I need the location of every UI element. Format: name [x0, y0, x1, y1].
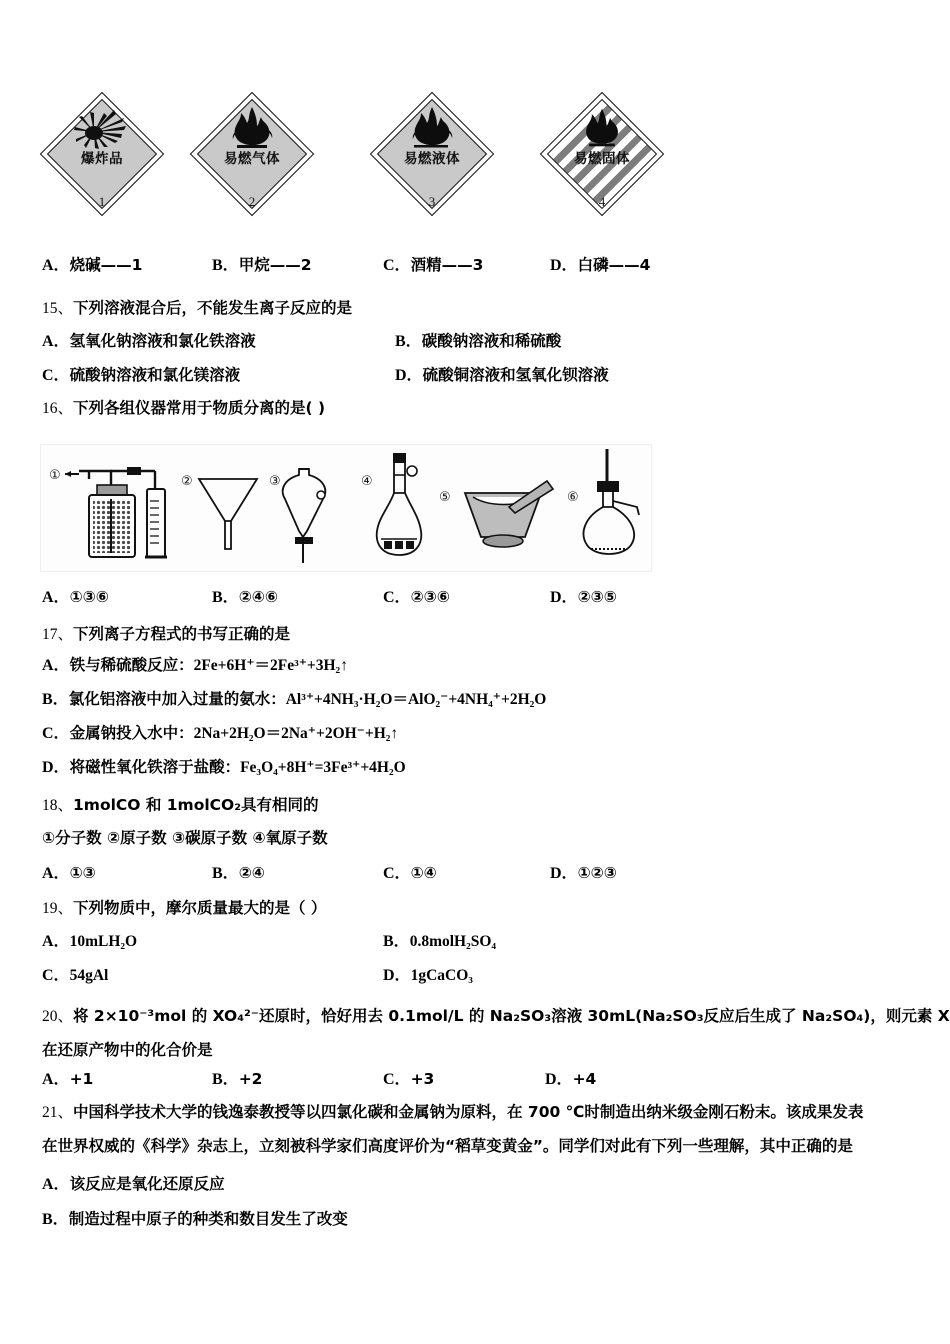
- apparatus-number-1: ①: [49, 468, 61, 483]
- hazard-label-4: [540, 92, 664, 216]
- q16-option-b[interactable]: [212, 590, 278, 606]
- q17-option-c[interactable]: [42, 726, 398, 742]
- q14-option-d[interactable]: [550, 258, 650, 274]
- question-20-number: 20、: [42, 1008, 74, 1025]
- q15-option-a-label: A．: [42, 333, 70, 350]
- q18-option-d-text: ①②③: [577, 864, 617, 882]
- q19-option-d-label: D．: [383, 967, 411, 984]
- hazard-label-number: 4: [598, 194, 606, 209]
- question-17-stem: [42, 626, 290, 643]
- question-19-stem: [42, 900, 326, 917]
- hazard-label-3: [370, 92, 494, 216]
- q17-option-b-label: B．: [42, 691, 69, 708]
- question-21-stem-text-1: 中国科学技术大学的钱逸泰教授等以四氯化碳和金属钠为原料，在 700 ℃时制造出纳米级金刚石粉末。该成果发表: [73, 1103, 864, 1121]
- q19-option-b[interactable]: [383, 934, 496, 950]
- q14-option-a-label: A．: [42, 257, 70, 274]
- q15-option-b-label: B．: [395, 333, 422, 350]
- question-17-stem-text: 下列离子方程式的书写正确的是: [73, 625, 291, 643]
- q18-choice-list: ①分子数 ②原子数 ③碳原子数 ④氧原子数: [42, 829, 328, 847]
- question-15-stem-text: 下列溶液混合后，不能发生离子反应的是: [73, 299, 353, 317]
- question-20-stem-line2: 在还原产物中的化合价是: [42, 1041, 213, 1059]
- q20-option-b-text: +2: [238, 1070, 263, 1088]
- q15-option-d-label: D．: [395, 367, 423, 384]
- q15-option-d-text: 硫酸铜溶液和氢氧化钡溶液: [422, 366, 609, 384]
- q19-option-a-text: 10mLH₂O: [69, 933, 138, 950]
- q20-option-c-label: C．: [383, 1071, 411, 1088]
- question-18-number: 18、: [42, 797, 74, 814]
- apparatus-number-4: ④: [361, 474, 373, 489]
- q18-option-d[interactable]: [550, 866, 617, 882]
- q18-option-d-label: D．: [550, 865, 578, 882]
- q21-option-a-text: 该反应是氧化还原反应: [69, 1175, 225, 1193]
- q19-option-a-label: A．: [42, 933, 70, 950]
- q16-option-d[interactable]: [550, 590, 617, 606]
- q15-option-c[interactable]: [42, 368, 240, 384]
- question-15-number: 15、: [42, 300, 74, 317]
- q17-option-c-text: 金属钠投入水中：: [69, 724, 194, 742]
- question-21-stem-line1: [42, 1105, 863, 1121]
- hazard-label-number: 3: [428, 194, 436, 209]
- q18-option-a-label: A．: [42, 865, 70, 882]
- q21-option-a-label: A．: [42, 1176, 70, 1193]
- q16-option-a[interactable]: [42, 590, 109, 606]
- hazard-label-1: [40, 92, 164, 216]
- q20-option-c-text: +3: [410, 1070, 435, 1088]
- q20-option-b[interactable]: [212, 1072, 262, 1088]
- q19-option-b-text: 0.8molH₂SO₄: [409, 933, 497, 950]
- q20-option-a-text: +1: [69, 1070, 94, 1088]
- hazard-label-text: 易燃固体: [574, 151, 630, 167]
- q20-option-d-text: +4: [572, 1070, 597, 1088]
- q15-option-a-text: 氢氧化钠溶液和氯化铁溶液: [69, 332, 256, 350]
- hazard-label-text: 爆炸品: [81, 151, 123, 167]
- q20-option-a-label: A．: [42, 1071, 70, 1088]
- q17-option-a[interactable]: [42, 658, 348, 674]
- question-20-stem-text-1: 将 2×10⁻³mol 的 XO₄²⁻还原时，恰好用去 0.1mol/L 的 Na₂SO₃溶液 30mL(Na₂SO₃反应后生成了 Na₂SO₄)，则元素 X: [73, 1007, 950, 1025]
- q19-option-d[interactable]: [383, 968, 473, 984]
- q20-option-d-label: D．: [545, 1071, 573, 1088]
- hazard-label-number: 2: [248, 194, 256, 209]
- q20-option-a[interactable]: [42, 1072, 93, 1088]
- question-15-stem: [42, 300, 352, 317]
- q15-option-c-text: 硫酸钠溶液和氯化镁溶液: [69, 366, 241, 384]
- question-18-stem: [42, 797, 319, 814]
- q18-option-b-label: B．: [212, 865, 239, 882]
- q17-option-a-text: 铁与稀硫酸反应：: [69, 656, 194, 674]
- q19-option-d-text: 1gCaCO₃: [410, 967, 473, 984]
- q17-option-d-formula: Fe₃O₄+8H⁺=3Fe³⁺+4H₂O: [240, 759, 406, 776]
- question-18-stem-text: 1molCO 和 1molCO₂具有相同的: [73, 796, 319, 814]
- q20-option-b-label: B．: [212, 1071, 239, 1088]
- q17-option-d[interactable]: [42, 760, 406, 776]
- q14-option-c-text: 酒精——3: [410, 256, 484, 274]
- q17-option-d-text: 将磁性氧化铁溶于盐酸：: [69, 758, 241, 776]
- q18-option-a-text: ①③: [69, 864, 96, 882]
- q21-option-b[interactable]: [42, 1212, 348, 1228]
- q14-option-b[interactable]: [212, 258, 311, 274]
- hazard-label-text: 易燃液体: [404, 151, 460, 167]
- flame-icon: [408, 104, 456, 150]
- q18-option-b[interactable]: [212, 866, 265, 882]
- apparatus-number-5: ⑤: [439, 490, 451, 505]
- explosion-icon: [72, 104, 132, 150]
- q16-option-d-label: D．: [550, 589, 578, 606]
- q19-option-a[interactable]: [42, 934, 137, 950]
- q15-option-c-label: C．: [42, 367, 70, 384]
- q15-option-b-text: 碳酸钠溶液和稀硫酸: [421, 332, 562, 350]
- q17-option-b-text: 氯化铝溶液中加入过量的氨水：: [68, 690, 286, 708]
- q15-option-d[interactable]: [395, 368, 609, 384]
- q19-option-c[interactable]: [42, 968, 108, 984]
- flame-icon: [580, 104, 624, 150]
- q15-option-b[interactable]: [395, 334, 561, 350]
- q17-option-a-label: A．: [42, 657, 70, 674]
- q16-option-c-text: ②③⑥: [410, 588, 450, 606]
- q18-option-b-text: ②④: [238, 864, 265, 882]
- question-16-stem: [42, 400, 325, 417]
- q18-option-c[interactable]: [383, 866, 437, 882]
- apparatus-number-3: ③: [269, 474, 281, 489]
- q18-option-a[interactable]: [42, 866, 96, 882]
- hazard-label-figure: [40, 92, 700, 232]
- q14-option-c[interactable]: [383, 258, 483, 274]
- q16-option-b-label: B．: [212, 589, 239, 606]
- q16-option-d-text: ②③⑤: [577, 588, 617, 606]
- q17-option-a-formula: 2Fe+6H⁺＝2Fe³⁺+3H₂↑: [193, 657, 348, 674]
- q14-option-c-label: C．: [383, 257, 411, 274]
- q16-option-b-text: ②④⑥: [238, 588, 279, 606]
- q16-option-c-label: C．: [383, 589, 411, 606]
- hazard-label-2: [190, 92, 314, 216]
- question-21-stem-line2: 在世界权威的《科学》杂志上，立刻被科学家们高度评价为“稻草变黄金”。同学们对此有下列一些理解，其中正确的是: [42, 1137, 853, 1155]
- question-19-stem-text: 下列物质中，摩尔质量最大的是（ ）: [73, 899, 327, 917]
- q14-option-d-label: D．: [550, 257, 578, 274]
- q17-option-b-formula: Al³⁺+4NH₃·H₂O＝AlO₂⁻+4NH₄⁺+2H₂O: [285, 691, 547, 708]
- q21-option-b-text: 制造过程中原子的种类和数目发生了改变: [68, 1210, 348, 1228]
- q14-option-b-text: 甲烷——2: [238, 256, 312, 274]
- q14-option-a[interactable]: [42, 258, 142, 274]
- q19-option-c-label: C．: [42, 967, 70, 984]
- q21-option-a[interactable]: [42, 1177, 225, 1193]
- q14-option-b-label: B．: [212, 257, 239, 274]
- q15-option-a[interactable]: [42, 334, 256, 350]
- question-16-number: 16、: [42, 400, 74, 417]
- apparatus-number-6: ⑥: [567, 490, 579, 505]
- q16-option-a-text: ①③⑥: [69, 588, 109, 606]
- question-17-number: 17、: [42, 626, 74, 643]
- q19-option-b-label: B．: [383, 933, 410, 950]
- question-16-stem-text: 下列各组仪器常用于物质分离的是( ): [73, 399, 326, 417]
- q18-option-c-text: ①④: [410, 864, 437, 882]
- q17-option-c-formula: 2Na+2H₂O＝2Na⁺+2OH⁻+H₂↑: [193, 725, 399, 742]
- flame-icon: [228, 104, 276, 150]
- q14-option-a-text: 烧碱——1: [69, 256, 143, 274]
- q18-option-c-label: C．: [383, 865, 411, 882]
- q14-option-d-text: 白磷——4: [577, 256, 651, 274]
- q17-option-d-label: D．: [42, 759, 70, 776]
- q16-option-a-label: A．: [42, 589, 70, 606]
- hazard-label-text: 易燃气体: [224, 151, 280, 167]
- question-19-number: 19、: [42, 900, 74, 917]
- q17-option-b[interactable]: [42, 692, 546, 708]
- question-21-number: 21、: [42, 1104, 74, 1121]
- q19-option-c-text: 54gAl: [69, 967, 109, 984]
- question-20-stem-line1: [42, 1009, 950, 1025]
- q21-option-b-label: B．: [42, 1211, 69, 1228]
- q16-option-c[interactable]: [383, 590, 450, 606]
- q20-option-d[interactable]: [545, 1072, 596, 1088]
- q17-option-c-label: C．: [42, 725, 70, 742]
- q20-option-c[interactable]: [383, 1072, 434, 1088]
- hazard-label-number: 1: [98, 194, 106, 209]
- apparatus-figure: [40, 444, 652, 572]
- apparatus-number-2: ②: [181, 474, 193, 489]
